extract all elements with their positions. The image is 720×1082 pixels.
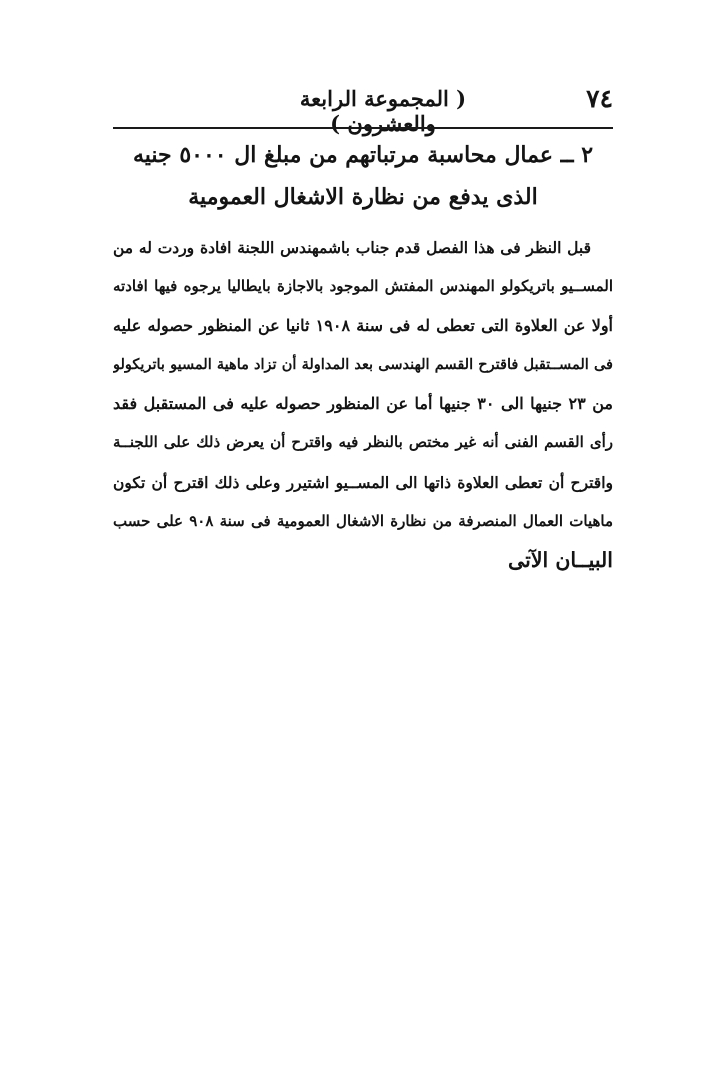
text-line: رأى القسم الفنى أنه غير مختص بالنظر فيه واقترح أن يعرض ذلك على اللجنــة	[113, 433, 613, 452]
text-line: قبل النظر فى هذا الفصل قدم جناب باشمهندس اللجنة افادة وردت له من	[113, 238, 591, 257]
body-paragraph	[113, 228, 613, 580]
text-line: أولا عن العلاوة التى تعطى له فى سنة ١٩٠٨ ثانيا عن المنظور حصوله عليه	[113, 316, 613, 336]
header-rule	[113, 127, 613, 129]
page-header	[113, 84, 613, 136]
section-heading: ٢ ــ عمال محاسبة مرتباتهم من مبلغ ال ٥٠٠٠ جنيه	[132, 142, 594, 168]
text-line: من ٢٣ جنيها الى ٣٠ جنيها أما عن المنظور حصوله عليه فى المستقبل فقد	[113, 394, 613, 414]
page-number: ٧٤	[586, 84, 613, 113]
text-line: المســيو باتريكولو المهندس المفتش الموجود بالاجازة بايطاليا يرجوه فيها افادته	[113, 277, 613, 296]
running-head: ( المجموعة الرابعة والعشرون )	[299, 86, 467, 136]
text-line: واقترح أن تعطى العلاوة ذاتها الى المســيو اشتيرر وعلى ذلك اقترح أن تكون	[113, 472, 613, 492]
text-line: فى المســتقبل فاقترح القسم الهندسى بعد المداولة أن تزاد ماهية المسيو باتريكولو	[113, 356, 613, 374]
text-line: البيــان الآتى	[508, 547, 613, 572]
text-line: ماهيات العمال المنصرفة من نظارة الاشغال العمومية فى سنة ٩٠٨ على حسب	[113, 511, 613, 530]
section-subheading: الذى يدفع من نظارة الاشغال العمومية	[188, 184, 538, 210]
